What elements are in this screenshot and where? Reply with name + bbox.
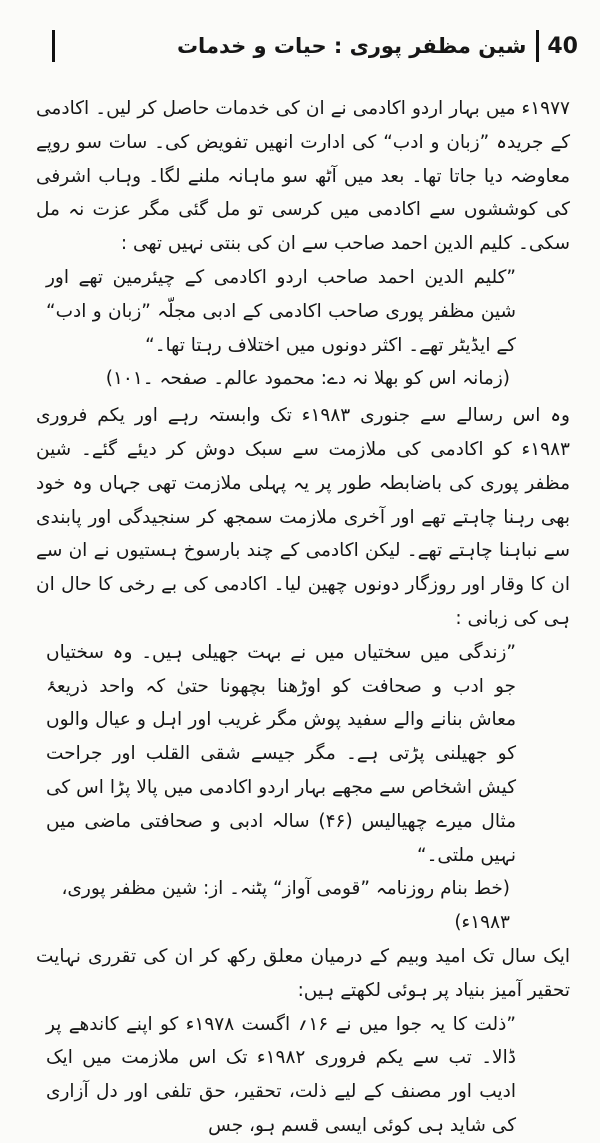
paragraph-1: ۱۹۷۷ء میں بہار اردو اکادمی نے ان کی خدمات حاصل کر لیں۔ اکادمی کے جریدہ ”زبان و ادب“ کی ادارت انھیں تفویض کی۔ سات سو روپے معاوضہ دیا جاتا تھا۔ بعد میں آٹھ سو ماہانہ ملنے لگا۔ وہاب اشرفی کی کوششوں سے اکادمی میں کرسی تو مل گئی مگر عزت نہ مل سکی۔ کلیم الدین احمد صاحب سے ان کی بنتی نہیں تھی : — [36, 98, 570, 255]
citation-1: (زمانہ اس کو بھلا نہ دے: محمود عالم۔ صفحہ ۔۱۰۱) — [105, 368, 510, 390]
header-left-rule — [52, 30, 55, 62]
body-text — [36, 92, 570, 1136]
page-number: 40 — [547, 33, 578, 59]
block-quote-1: ”کلیم الدین احمد صاحب اردو اکادمی کے چیئرمین تھے اور شین مظفر پوری صاحب اکادمی کے ادبی مجلّہ ”زبان و ادب“ کے ایڈیٹر تھے۔ اکثر دونوں میں اختلاف رہتا تھا۔“ — [46, 266, 516, 356]
paragraph-3: ایک سال تک امید وبیم کے درمیان معلق رکھ کر ان کی تقرری نہایت تحقیر آمیز بنیاد پر ہوئی لکھتے ہیں: — [36, 945, 570, 1001]
block-quote-3: ”ذلت کا یہ جوا میں نے ۱۶؍ اگست ۱۹۷۸ء کو اپنے کاندھے پر ڈالا۔ تب سے یکم فروری ۱۹۸۲ء تک اس ملازمت میں ایک ادیب اور مصنف کے لیے ذلت، تحقیر، حق تلفی اور دل آزاری کی شاید ہی کوئی ایسی قسم ہو، جس — [46, 1013, 516, 1136]
paragraph-2: وہ اس رسالے سے جنوری ۱۹۸۳ء تک وابستہ رہے اور یکم فروری ۱۹۸۳ء کو اکادمی کی ملازمت سے سبک دوش کر دیئے گئے۔ شین مظفر پوری کی باضابطہ طور پر یہ پہلی ملازمت تھی جہاں وہ خود بھی رہنا چاہتے تھے اور آخری ملازمت سمجھ کر سنجیدگی اور پابندی سے نباہنا چاہتے تھے۔ لیکن اکادمی کے چند بارسوخ ہستیوں نے ان سے ان کا وقار اور روزگار دونوں چھین لیا۔ اکادمی کی بے رخی کا حال ان ہی کی زبانی : — [36, 405, 570, 629]
header-title: شین مظفر پوری : حیات و خدمات — [176, 34, 527, 58]
header-divider — [536, 30, 539, 62]
block-quote-2: ”زندگی میں سختیاں میں نے بہت جھیلی ہیں۔ وہ سختیاں جو ادب و صحافت کو اوڑھنا بچھونا حتیٰ کہ واحد ذریعۂ معاش بنانے والے سفید پوش مگر غریب اور اہل و عیال والوں کو جھیلنی پڑتی ہے۔ مگر جیسے شقی القلب اور جراحت کیش اشخاص سے مجھے بہار اردو اکادمی میں پالا پڑا اس کی مثال میرے چھیالیس (۴۶) سالہ ادبی و صحافتی ماضی میں نہیں ملتی۔“ — [46, 641, 516, 866]
citation-2: (خط بنام روزنامہ ”قومی آواز“ پٹنہ۔ از: شین مظفر پوری، ۱۹۸۳ء) — [61, 878, 510, 934]
running-header — [52, 26, 578, 66]
